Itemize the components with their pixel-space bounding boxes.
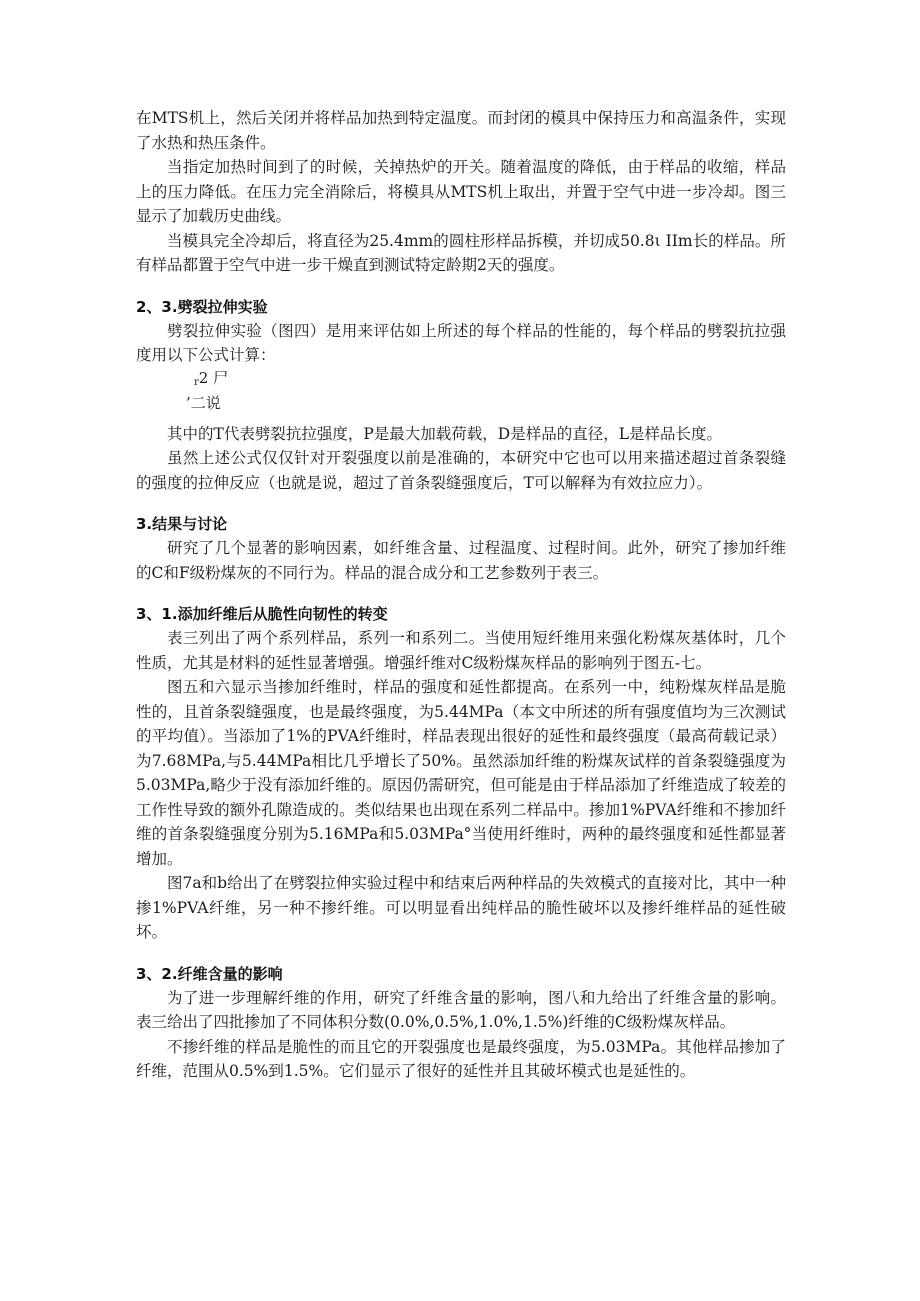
formula-line-2: ’二说: [186, 393, 221, 412]
paragraph-results-intro: 研究了几个显著的影响因素，如纤维含量、过程温度、过程时间。此外，研究了掺加纤维的C和F级粉煤灰的不同行为。样品的混合成分和工艺参数列于表三。: [136, 539, 786, 582]
section-heading-2-3: 2、3.劈裂拉伸实验: [136, 297, 268, 316]
paragraph-fiber-content: 为了进一步理解纤维的作用，研究了纤维含量的影响，图八和九给出了纤维含量的影响。表三给出了四批掺加了不同体积分数(0.0%,0.5%,1.0%,1.5%)纤维的C级粉煤灰样品。: [136, 988, 786, 1031]
section-heading-3-1: 3、1.添加纤维后从脆性向韧性的转变: [136, 605, 388, 623]
document-body: [136, 106, 786, 1084]
paragraph-formula-variables: 其中的T代表劈裂抗拉强度，P是最大加载荷载，D是样品的直径，L是样品长度。: [167, 424, 722, 443]
paragraph-mts-heating: 在MTS机上，然后关闭并将样品加热到特定温度。而封闭的模具中保持压力和高温条件，实现了水热和热压条件。: [136, 109, 786, 152]
paragraph-formula-validity: 虽然上述公式仅仅针对开裂强度以前是准确的，本研究中它也可以用来描述超过首条裂缝的强度的拉伸反应（也就是说，超过了首条裂缝强度后，T可以解释为有效拉应力）。: [136, 449, 786, 492]
section-heading-3-2: 3、2.纤维含量的影响: [136, 964, 283, 983]
paragraph-strength-ductility: 图五和六显示当掺加纤维时，样品的强度和延性都提高。在系列一中，纯粉煤灰样品是脆性的，且首条裂缝强度，也是最终强度，为5.44MPa（本文中所述的所有强度值均为三次测试的平均值）。当添加了1%的PVA纤维时，样品表现出很好的延性和最终强度（最高荷载记录）为7.68MPa,与5.44MPa相比几乎增长了50%。虽然添加纤维的粉煤灰试样的首条裂缝强度为5.03MPa,略少于没有添加纤维的。原因仍需研究，但可能是由于样品添加了纤维造成了较差的工作性导致的额外孔隙造成的。类似结果也出现在系列二样品中。掺加1%PVA纤维和不掺加纤维的首条裂缝强度分别为5.16MPa和5.03MPa°当使用纤维时，两种的最终强度和延性都显著增加。: [136, 678, 786, 868]
formula-line-1: r2 尸: [194, 368, 229, 388]
paragraph-demold: 当模具完全冷却后，将直径为25.4mm的圆柱形样品拆模，并切成50.8ι IIm长的样品。所有样品都置于空气中进一步干燥直到测试特定龄期2天的强度。: [136, 231, 786, 274]
paragraph-failure-modes: 图7a和b给出了在劈裂拉伸实验过程中和结束后两种样品的失效模式的直接对比，其中一种掺1%PVA纤维，另一种不掺纤维。可以明显看出纯样品的脆性破坏以及掺纤维样品的延性破坏。: [136, 874, 786, 941]
paragraph-cooling: 当指定加热时间到了的时候，关掉热炉的开关。随着温度的降低，由于样品的收缩，样品上的压力降低。在压力完全消除后，将模具从MTS机上取出，并置于空气中进一步冷却。图三显示了加载历史曲线。: [136, 158, 786, 225]
paragraph-fiber-range: 不掺纤维的样品是脆性的而且它的开裂强度也是最终强度，为5.03MPa。其他样品掺加了纤维，范围从0.5%到1.5%。它们显示了很好的延性并且其破坏模式也是延性的。: [136, 1037, 786, 1080]
formula-block: [186, 368, 786, 414]
section-heading-3: 3.结果与讨论: [136, 515, 228, 533]
paragraph-split-tensile: 劈裂拉伸实验（图四）是用来评估如上所述的每个样品的性能的，每个样品的劈裂抗拉强度用以下公式计算：: [136, 321, 786, 364]
paragraph-series-overview: 表三列出了两个系列样品，系列一和系列二。当使用短纤维用来强化粉煤灰基体时，几个性质，尤其是材料的延性显著增强。增强纤维对C级粉煤灰样品的影响列于图五-七。: [136, 629, 786, 672]
